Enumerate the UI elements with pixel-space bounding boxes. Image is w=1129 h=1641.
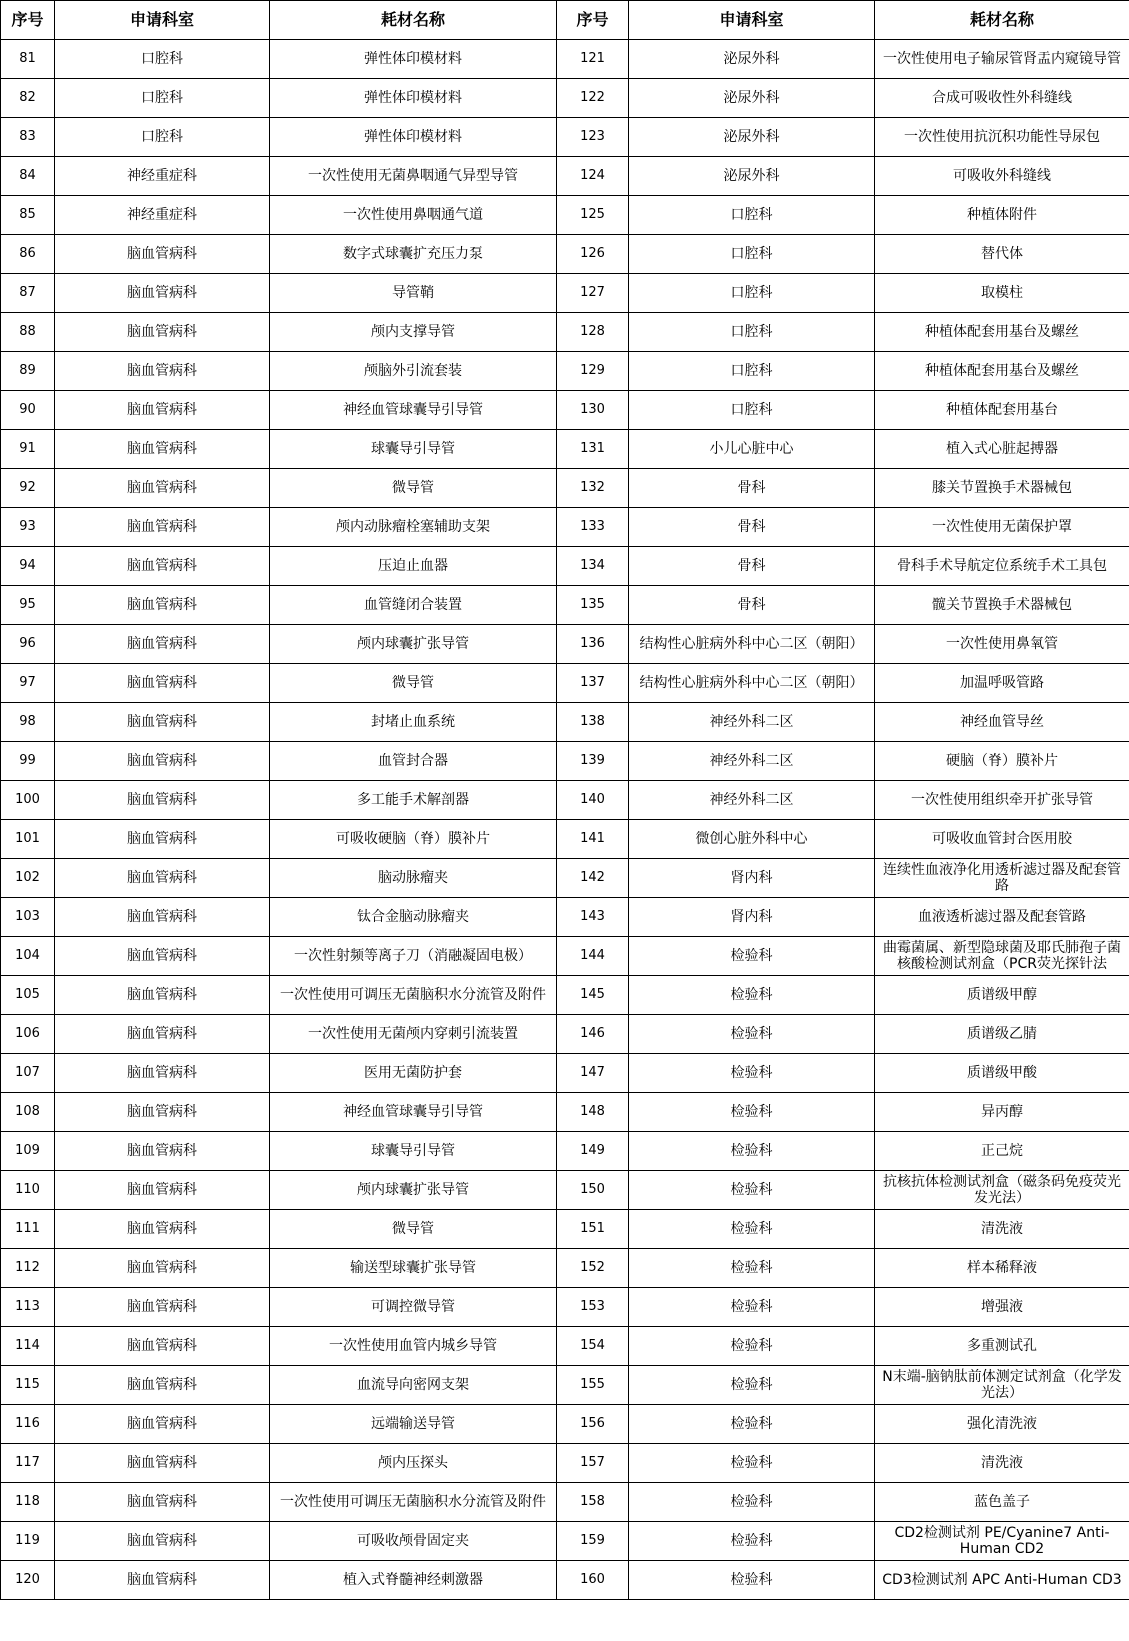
cell-item-right: 连续性血液净化用透析滤过器及配套管路 <box>875 859 1129 898</box>
cell-dept-right: 泌尿外科 <box>629 40 875 79</box>
cell-dept-right: 检验科 <box>629 1171 875 1210</box>
cell-seq-right: 144 <box>557 937 629 976</box>
table-row <box>1 703 1129 742</box>
cell-dept-left: 脑血管病科 <box>55 1405 270 1444</box>
table-row <box>1 1327 1129 1366</box>
cell-dept-right: 肾内科 <box>629 859 875 898</box>
cell-seq-left: 87 <box>1 274 55 313</box>
cell-item-left: 植入式脊髓神经刺激器 <box>270 1561 557 1600</box>
cell-dept-right: 检验科 <box>629 1444 875 1483</box>
cell-dept-right: 检验科 <box>629 976 875 1015</box>
cell-seq-right: 131 <box>557 430 629 469</box>
table-row <box>1 79 1129 118</box>
table-row <box>1 1288 1129 1327</box>
table-row <box>1 1366 1129 1405</box>
cell-seq-left: 118 <box>1 1483 55 1522</box>
table-row <box>1 1015 1129 1054</box>
cell-dept-left: 脑血管病科 <box>55 1093 270 1132</box>
cell-seq-right: 150 <box>557 1171 629 1210</box>
cell-seq-left: 119 <box>1 1522 55 1561</box>
cell-dept-right: 骨科 <box>629 547 875 586</box>
cell-item-right: 强化清洗液 <box>875 1405 1129 1444</box>
cell-seq-left: 84 <box>1 157 55 196</box>
cell-dept-right: 神经外科二区 <box>629 703 875 742</box>
cell-seq-right: 142 <box>557 859 629 898</box>
cell-item-left: 弹性体印模材料 <box>270 79 557 118</box>
table-row <box>1 1210 1129 1249</box>
cell-seq-right: 152 <box>557 1249 629 1288</box>
cell-seq-right: 160 <box>557 1561 629 1600</box>
table-row <box>1 859 1129 898</box>
cell-item-right: 种植体配套用基台及螺丝 <box>875 313 1129 352</box>
cell-item-right: 可吸收外科缝线 <box>875 157 1129 196</box>
cell-item-right: 一次性使用组织牵开扩张导管 <box>875 781 1129 820</box>
cell-seq-left: 111 <box>1 1210 55 1249</box>
table-row <box>1 664 1129 703</box>
cell-item-right: 植入式心脏起搏器 <box>875 430 1129 469</box>
header-item-left: 耗材名称 <box>270 1 557 40</box>
cell-seq-right: 124 <box>557 157 629 196</box>
cell-item-right: 样本稀释液 <box>875 1249 1129 1288</box>
cell-dept-right: 神经外科二区 <box>629 742 875 781</box>
cell-seq-left: 115 <box>1 1366 55 1405</box>
cell-dept-left: 脑血管病科 <box>55 1249 270 1288</box>
cell-seq-right: 138 <box>557 703 629 742</box>
cell-dept-left: 脑血管病科 <box>55 859 270 898</box>
cell-seq-left: 96 <box>1 625 55 664</box>
cell-item-left: 一次性射频等离子刀（消融凝固电极） <box>270 937 557 976</box>
cell-item-left: 远端输送导管 <box>270 1405 557 1444</box>
cell-item-left: 输送型球囊扩张导管 <box>270 1249 557 1288</box>
cell-item-right: 硬脑（脊）膜补片 <box>875 742 1129 781</box>
cell-item-right: 异丙醇 <box>875 1093 1129 1132</box>
cell-dept-right: 泌尿外科 <box>629 157 875 196</box>
table-row <box>1 1093 1129 1132</box>
cell-dept-left: 脑血管病科 <box>55 742 270 781</box>
table-row <box>1 313 1129 352</box>
cell-item-left: 微导管 <box>270 664 557 703</box>
cell-item-left: 医用无菌防护套 <box>270 1054 557 1093</box>
cell-item-right: 清洗液 <box>875 1210 1129 1249</box>
cell-seq-right: 127 <box>557 274 629 313</box>
cell-dept-left: 脑血管病科 <box>55 469 270 508</box>
cell-seq-left: 104 <box>1 937 55 976</box>
cell-item-right: 质谱级甲醇 <box>875 976 1129 1015</box>
cell-dept-right: 检验科 <box>629 1561 875 1600</box>
cell-dept-left: 神经重症科 <box>55 196 270 235</box>
cell-seq-right: 154 <box>557 1327 629 1366</box>
table-row <box>1 508 1129 547</box>
cell-item-right: 血液透析滤过器及配套管路 <box>875 898 1129 937</box>
cell-seq-right: 145 <box>557 976 629 1015</box>
cell-seq-left: 120 <box>1 1561 55 1600</box>
cell-item-left: 血管封合器 <box>270 742 557 781</box>
cell-item-left: 球囊导引导管 <box>270 1132 557 1171</box>
cell-item-left: 血流导向密网支架 <box>270 1366 557 1405</box>
cell-seq-left: 89 <box>1 352 55 391</box>
cell-item-right: 蓝色盖子 <box>875 1483 1129 1522</box>
table-row <box>1 781 1129 820</box>
cell-seq-right: 121 <box>557 40 629 79</box>
cell-dept-left: 脑血管病科 <box>55 1288 270 1327</box>
table-row <box>1 352 1129 391</box>
cell-seq-left: 97 <box>1 664 55 703</box>
header-seq-right: 序号 <box>557 1 629 40</box>
table-row <box>1 391 1129 430</box>
table-row <box>1 235 1129 274</box>
cell-item-left: 一次性使用无菌颅内穿刺引流装置 <box>270 1015 557 1054</box>
table-row <box>1 1054 1129 1093</box>
cell-item-left: 导管鞘 <box>270 274 557 313</box>
cell-dept-left: 脑血管病科 <box>55 586 270 625</box>
cell-seq-right: 143 <box>557 898 629 937</box>
cell-seq-right: 132 <box>557 469 629 508</box>
cell-item-left: 血管缝闭合装置 <box>270 586 557 625</box>
cell-item-left: 颅内动脉瘤栓塞辅助支架 <box>270 508 557 547</box>
cell-item-left: 微导管 <box>270 469 557 508</box>
cell-seq-left: 93 <box>1 508 55 547</box>
cell-seq-right: 130 <box>557 391 629 430</box>
cell-dept-right: 神经外科二区 <box>629 781 875 820</box>
cell-dept-left: 脑血管病科 <box>55 898 270 937</box>
cell-dept-right: 口腔科 <box>629 352 875 391</box>
cell-item-left: 封堵止血系统 <box>270 703 557 742</box>
cell-item-right: 种植体配套用基台 <box>875 391 1129 430</box>
table-row <box>1 1522 1129 1561</box>
table-row <box>1 742 1129 781</box>
cell-dept-left: 脑血管病科 <box>55 508 270 547</box>
cell-dept-right: 检验科 <box>629 1366 875 1405</box>
cell-item-left: 一次性使用可调压无菌脑积水分流管及附件 <box>270 1483 557 1522</box>
table-row <box>1 586 1129 625</box>
cell-dept-right: 骨科 <box>629 469 875 508</box>
cell-seq-right: 147 <box>557 1054 629 1093</box>
cell-dept-right: 肾内科 <box>629 898 875 937</box>
cell-item-left: 神经血管球囊导引导管 <box>270 391 557 430</box>
cell-seq-right: 159 <box>557 1522 629 1561</box>
cell-item-left: 脑动脉瘤夹 <box>270 859 557 898</box>
cell-seq-right: 153 <box>557 1288 629 1327</box>
cell-seq-right: 133 <box>557 508 629 547</box>
cell-item-left: 多工能手术解剖器 <box>270 781 557 820</box>
cell-seq-left: 113 <box>1 1288 55 1327</box>
cell-item-left: 一次性使用鼻咽通气道 <box>270 196 557 235</box>
cell-dept-left: 脑血管病科 <box>55 1366 270 1405</box>
table-row <box>1 1483 1129 1522</box>
cell-seq-left: 112 <box>1 1249 55 1288</box>
cell-seq-left: 88 <box>1 313 55 352</box>
cell-item-left: 可调控微导管 <box>270 1288 557 1327</box>
header-dept-left: 申请科室 <box>55 1 270 40</box>
cell-dept-right: 检验科 <box>629 1054 875 1093</box>
cell-dept-right: 骨科 <box>629 586 875 625</box>
cell-seq-right: 156 <box>557 1405 629 1444</box>
cell-dept-right: 口腔科 <box>629 274 875 313</box>
cell-seq-left: 107 <box>1 1054 55 1093</box>
cell-seq-right: 146 <box>557 1015 629 1054</box>
cell-seq-left: 100 <box>1 781 55 820</box>
cell-dept-left: 神经重症科 <box>55 157 270 196</box>
cell-item-right: 正己烷 <box>875 1132 1129 1171</box>
cell-dept-right: 结构性心脏病外科中心二区（朝阳） <box>629 625 875 664</box>
cell-seq-right: 129 <box>557 352 629 391</box>
cell-dept-left: 脑血管病科 <box>55 703 270 742</box>
table-row <box>1 625 1129 664</box>
cell-item-right: CD2检测试剂 PE/Cyanine7 Anti-Human CD2 <box>875 1522 1129 1561</box>
table-row <box>1 1249 1129 1288</box>
cell-item-left: 压迫止血器 <box>270 547 557 586</box>
cell-seq-right: 135 <box>557 586 629 625</box>
cell-dept-right: 检验科 <box>629 1288 875 1327</box>
cell-seq-left: 86 <box>1 235 55 274</box>
cell-seq-right: 122 <box>557 79 629 118</box>
cell-item-right: 抗核抗体检测试剂盒（磁条码免疫荧光发光法） <box>875 1171 1129 1210</box>
cell-seq-right: 155 <box>557 1366 629 1405</box>
cell-seq-right: 149 <box>557 1132 629 1171</box>
cell-dept-right: 骨科 <box>629 508 875 547</box>
cell-seq-left: 102 <box>1 859 55 898</box>
cell-seq-right: 158 <box>557 1483 629 1522</box>
cell-seq-left: 82 <box>1 79 55 118</box>
header-dept-right: 申请科室 <box>629 1 875 40</box>
cell-seq-right: 151 <box>557 1210 629 1249</box>
cell-dept-left: 口腔科 <box>55 40 270 79</box>
table-row <box>1 430 1129 469</box>
cell-dept-left: 脑血管病科 <box>55 313 270 352</box>
cell-seq-right: 157 <box>557 1444 629 1483</box>
cell-dept-left: 脑血管病科 <box>55 352 270 391</box>
cell-seq-right: 137 <box>557 664 629 703</box>
cell-dept-left: 脑血管病科 <box>55 820 270 859</box>
cell-item-right: 髋关节置换手术器械包 <box>875 586 1129 625</box>
cell-dept-left: 脑血管病科 <box>55 1444 270 1483</box>
cell-dept-right: 检验科 <box>629 1483 875 1522</box>
table-row <box>1 196 1129 235</box>
cell-seq-left: 110 <box>1 1171 55 1210</box>
table-row <box>1 1132 1129 1171</box>
cell-item-right: 质谱级甲酸 <box>875 1054 1129 1093</box>
cell-item-left: 一次性使用血管内城乡导管 <box>270 1327 557 1366</box>
cell-dept-right: 检验科 <box>629 1522 875 1561</box>
cell-item-left: 可吸收颅骨固定夹 <box>270 1522 557 1561</box>
cell-item-left: 神经血管球囊导引导管 <box>270 1093 557 1132</box>
table-row <box>1 40 1129 79</box>
cell-item-left: 颅内压探头 <box>270 1444 557 1483</box>
table-row <box>1 274 1129 313</box>
cell-dept-right: 检验科 <box>629 1132 875 1171</box>
cell-dept-left: 脑血管病科 <box>55 1054 270 1093</box>
cell-dept-left: 脑血管病科 <box>55 235 270 274</box>
cell-item-left: 一次性使用无菌鼻咽通气异型导管 <box>270 157 557 196</box>
table-row <box>1 157 1129 196</box>
cell-dept-right: 检验科 <box>629 1327 875 1366</box>
cell-item-right: 加温呼吸管路 <box>875 664 1129 703</box>
cell-item-right: CD3检测试剂 APC Anti-Human CD3 <box>875 1561 1129 1600</box>
cell-dept-right: 检验科 <box>629 937 875 976</box>
cell-item-right: 合成可吸收性外科缝线 <box>875 79 1129 118</box>
cell-item-right: 一次性使用鼻氧管 <box>875 625 1129 664</box>
cell-seq-left: 94 <box>1 547 55 586</box>
header-item-right: 耗材名称 <box>875 1 1129 40</box>
cell-item-right: 取模柱 <box>875 274 1129 313</box>
cell-item-right: 清洗液 <box>875 1444 1129 1483</box>
cell-seq-left: 103 <box>1 898 55 937</box>
cell-seq-right: 141 <box>557 820 629 859</box>
cell-item-right: 膝关节置换手术器械包 <box>875 469 1129 508</box>
cell-seq-left: 108 <box>1 1093 55 1132</box>
cell-item-right: 质谱级乙腈 <box>875 1015 1129 1054</box>
cell-item-right: 骨科手术导航定位系统手术工具包 <box>875 547 1129 586</box>
table-row <box>1 1405 1129 1444</box>
cell-item-left: 弹性体印模材料 <box>270 40 557 79</box>
cell-dept-left: 脑血管病科 <box>55 1132 270 1171</box>
cell-dept-left: 脑血管病科 <box>55 625 270 664</box>
table-row <box>1 547 1129 586</box>
table-row <box>1 898 1129 937</box>
cell-seq-right: 128 <box>557 313 629 352</box>
cell-seq-left: 99 <box>1 742 55 781</box>
cell-dept-left: 脑血管病科 <box>55 976 270 1015</box>
table-row <box>1 937 1129 976</box>
cell-item-right: 神经血管导丝 <box>875 703 1129 742</box>
cell-dept-right: 口腔科 <box>629 313 875 352</box>
header-seq-left: 序号 <box>1 1 55 40</box>
cell-dept-right: 检验科 <box>629 1093 875 1132</box>
cell-dept-left: 脑血管病科 <box>55 1327 270 1366</box>
cell-dept-left: 脑血管病科 <box>55 1561 270 1600</box>
cell-item-left: 一次性使用可调压无菌脑积水分流管及附件 <box>270 976 557 1015</box>
cell-item-left: 数字式球囊扩充压力泵 <box>270 235 557 274</box>
cell-dept-right: 泌尿外科 <box>629 118 875 157</box>
cell-dept-left: 脑血管病科 <box>55 1171 270 1210</box>
cell-dept-right: 泌尿外科 <box>629 79 875 118</box>
cell-item-left: 钛合金脑动脉瘤夹 <box>270 898 557 937</box>
cell-item-left: 球囊导引导管 <box>270 430 557 469</box>
cell-seq-left: 81 <box>1 40 55 79</box>
cell-dept-left: 脑血管病科 <box>55 1015 270 1054</box>
cell-dept-left: 脑血管病科 <box>55 391 270 430</box>
cell-seq-left: 106 <box>1 1015 55 1054</box>
cell-seq-right: 134 <box>557 547 629 586</box>
table-row <box>1 1171 1129 1210</box>
cell-item-right: 一次性使用电子输尿管肾盂内窥镜导管 <box>875 40 1129 79</box>
cell-item-left: 颅脑外引流套装 <box>270 352 557 391</box>
table-row <box>1 1561 1129 1600</box>
cell-dept-right: 检验科 <box>629 1015 875 1054</box>
cell-dept-left: 脑血管病科 <box>55 1210 270 1249</box>
cell-dept-right: 口腔科 <box>629 235 875 274</box>
cell-item-left: 颅内球囊扩张导管 <box>270 625 557 664</box>
cell-seq-right: 148 <box>557 1093 629 1132</box>
cell-seq-left: 114 <box>1 1327 55 1366</box>
cell-dept-left: 脑血管病科 <box>55 937 270 976</box>
cell-item-left: 微导管 <box>270 1210 557 1249</box>
table-row <box>1 1444 1129 1483</box>
cell-seq-left: 85 <box>1 196 55 235</box>
cell-dept-right: 检验科 <box>629 1210 875 1249</box>
cell-item-right: 多重测试孔 <box>875 1327 1129 1366</box>
cell-item-right: 可吸收血管封合医用胶 <box>875 820 1129 859</box>
cell-dept-left: 口腔科 <box>55 118 270 157</box>
cell-dept-right: 微创心脏外科中心 <box>629 820 875 859</box>
cell-seq-right: 123 <box>557 118 629 157</box>
cell-dept-right: 小儿心脏中心 <box>629 430 875 469</box>
cell-seq-right: 140 <box>557 781 629 820</box>
cell-seq-left: 90 <box>1 391 55 430</box>
table-row <box>1 976 1129 1015</box>
cell-item-left: 弹性体印模材料 <box>270 118 557 157</box>
cell-dept-right: 口腔科 <box>629 391 875 430</box>
cell-seq-left: 95 <box>1 586 55 625</box>
cell-item-right: 曲霉菌属、新型隐球菌及耶氏肺孢子菌核酸检测试剂盒（PCR荧光探针法 <box>875 937 1129 976</box>
cell-seq-right: 126 <box>557 235 629 274</box>
cell-item-right: 增强液 <box>875 1288 1129 1327</box>
cell-dept-left: 脑血管病科 <box>55 274 270 313</box>
cell-item-right: 种植体附件 <box>875 196 1129 235</box>
cell-item-right: N末端-脑钠肽前体测定试剂盒（化学发光法） <box>875 1366 1129 1405</box>
cell-seq-left: 109 <box>1 1132 55 1171</box>
cell-dept-left: 脑血管病科 <box>55 430 270 469</box>
cell-seq-left: 105 <box>1 976 55 1015</box>
cell-seq-left: 83 <box>1 118 55 157</box>
cell-item-right: 一次性使用无菌保护罩 <box>875 508 1129 547</box>
cell-item-left: 颅内支撑导管 <box>270 313 557 352</box>
cell-dept-left: 脑血管病科 <box>55 547 270 586</box>
cell-item-left: 可吸收硬脑（脊）膜补片 <box>270 820 557 859</box>
cell-item-right: 替代体 <box>875 235 1129 274</box>
cell-seq-right: 139 <box>557 742 629 781</box>
cell-dept-right: 结构性心脏病外科中心二区（朝阳） <box>629 664 875 703</box>
cell-seq-left: 92 <box>1 469 55 508</box>
header-row <box>1 1 1129 40</box>
table-row <box>1 118 1129 157</box>
cell-dept-left: 口腔科 <box>55 79 270 118</box>
cell-dept-right: 检验科 <box>629 1405 875 1444</box>
table-row <box>1 820 1129 859</box>
cell-dept-right: 口腔科 <box>629 196 875 235</box>
cell-seq-left: 101 <box>1 820 55 859</box>
cell-item-right: 种植体配套用基台及螺丝 <box>875 352 1129 391</box>
cell-dept-left: 脑血管病科 <box>55 1483 270 1522</box>
cell-item-right: 一次性使用抗沉积功能性导尿包 <box>875 118 1129 157</box>
cell-seq-left: 117 <box>1 1444 55 1483</box>
cell-seq-left: 91 <box>1 430 55 469</box>
cell-seq-right: 125 <box>557 196 629 235</box>
table-row <box>1 469 1129 508</box>
cell-dept-left: 脑血管病科 <box>55 781 270 820</box>
cell-item-left: 颅内球囊扩张导管 <box>270 1171 557 1210</box>
cell-seq-left: 98 <box>1 703 55 742</box>
cell-dept-left: 脑血管病科 <box>55 1522 270 1561</box>
cell-seq-left: 116 <box>1 1405 55 1444</box>
cell-seq-right: 136 <box>557 625 629 664</box>
cell-dept-right: 检验科 <box>629 1249 875 1288</box>
cell-dept-left: 脑血管病科 <box>55 664 270 703</box>
